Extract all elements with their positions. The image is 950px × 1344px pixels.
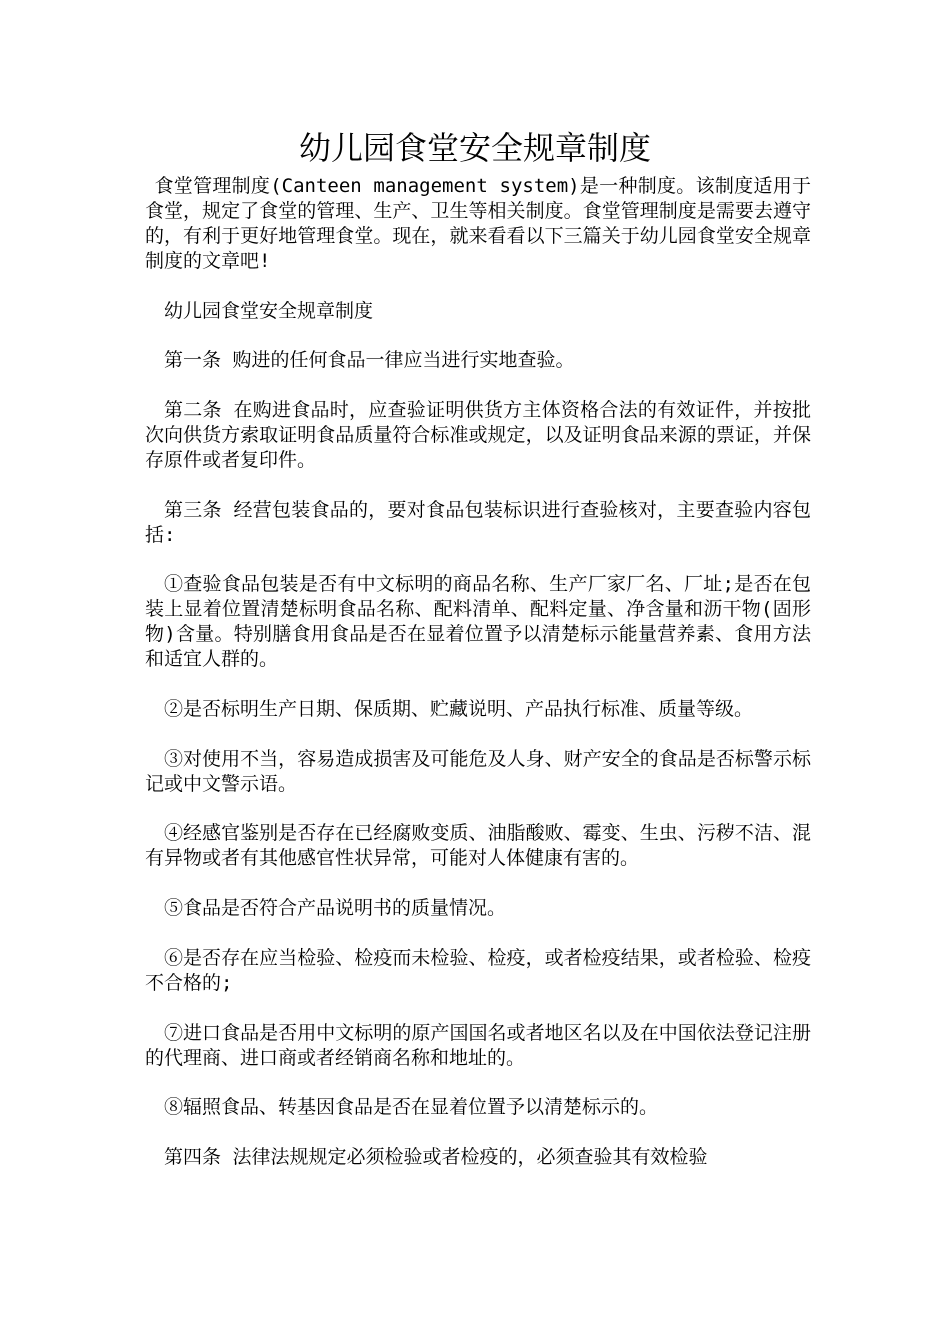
list-item-paragraph: ⑦进口食品是否用中文标明的原产国国名或者地区名以及在中国依法登记注册的代理商、进口商或者经销商名称和地址的。 bbox=[145, 1021, 811, 1069]
section-heading: 幼儿园食堂安全规章制度 bbox=[164, 299, 374, 322]
list-item-paragraph: ②是否标明生产日期、保质期、贮藏说明、产品执行标准、质量等级。 bbox=[164, 697, 754, 720]
list-item-paragraph: ④经感官鉴别是否存在已经腐败变质、油脂酸败、霉变、生虫、污秽不洁、混有异物或者有其他感官性状异常，可能对人体健康有害的。 bbox=[145, 822, 811, 870]
list-item-paragraph: ⑥是否存在应当检验、检疫而未检验、检疫，或者检疫结果，或者检验、检疫不合格的; bbox=[145, 946, 811, 994]
list-item-paragraph: ①查验食品包装是否有中文标明的商品名称、生产厂家厂名、厂址;是否在包装上显着位置清楚标明食品名称、配料清单、配料定量、净含量和沥干物(固形物)含量。特别膳食用食品是否在显着位置予以清楚标示能量营养素、食用方法和适宜人群的。 bbox=[145, 573, 811, 671]
article-paragraph: 第二条 在购进食品时，应查验证明供货方主体资格合法的有效证件，并按批次向供货方索取证明食品质量符合标准或规定，以及证明食品来源的票证，并保存原件或者复印件。 bbox=[145, 399, 811, 471]
document-title: 幼儿园食堂安全规章制度 bbox=[298, 129, 651, 167]
list-item-paragraph: ⑧辐照食品、转基因食品是否在显着位置予以清楚标示的。 bbox=[164, 1096, 659, 1119]
article-paragraph: 第四条 法律法规规定必须检验或者检疫的，必须查验其有效检验 bbox=[164, 1146, 708, 1169]
list-item-paragraph: ⑤食品是否符合产品说明书的质量情况。 bbox=[164, 897, 507, 920]
document-body bbox=[145, 174, 811, 1195]
list-item-paragraph: ③对使用不当，容易造成损害及可能危及人身、财产安全的食品是否标警示标记或中文警示语。 bbox=[145, 747, 811, 795]
article-paragraph: 第三条 经营包装食品的，要对食品包装标识进行查验核对，主要查验内容包括: bbox=[145, 498, 811, 546]
intro-paragraph: 食堂管理制度(Canteen management system)是一种制度。该制度适用于食堂，规定了食堂的管理、生产、卫生等相关制度。食堂管理制度是需要去遵守的，有利于更好地管理食堂。现在，就来看看以下三篇关于幼儿园食堂安全规章制度的文章吧! bbox=[145, 175, 811, 272]
article-paragraph: 第一条 购进的任何食品一律应当进行实地查验。 bbox=[164, 349, 575, 372]
